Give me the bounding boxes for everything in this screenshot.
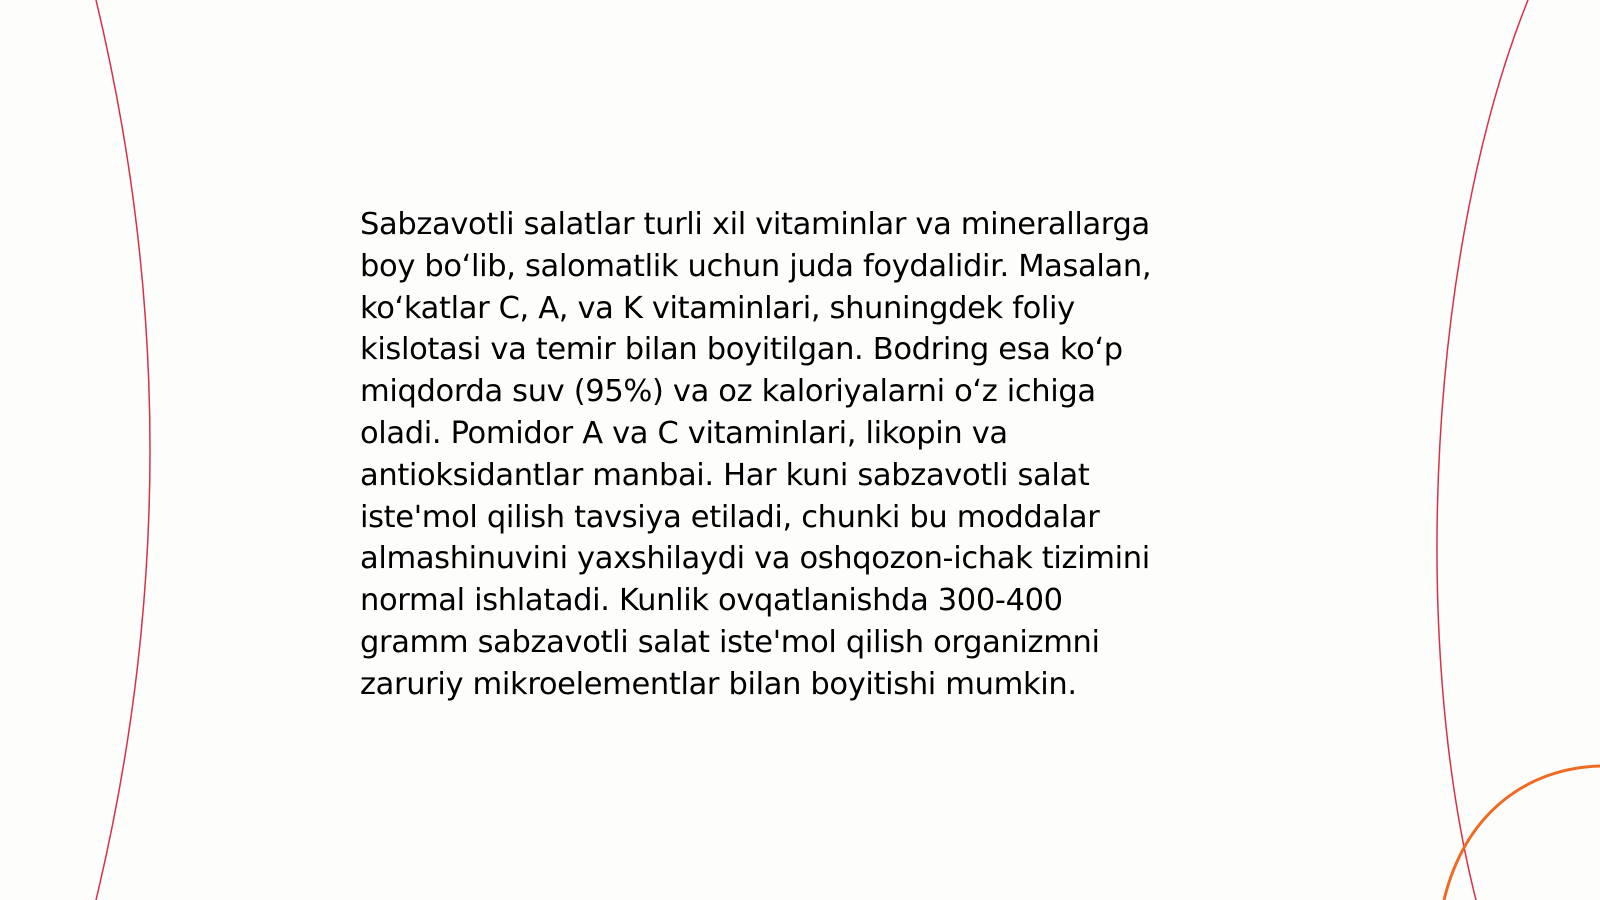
text-line: Sabzavotli salatlar turli xil vitaminlar va minerallarga [360, 207, 1150, 242]
text-line: boy bo‘lib, salomatlik uchun juda foydalidir. Masalan, [360, 248, 1152, 284]
slide-body-text [360, 204, 1240, 706]
text-line: almashinuvini yaxshilaydi va oshqozon-ichak tizimini [360, 541, 1150, 577]
text-line: gramm sabzavotli salat iste'mol qilish organizmni [360, 624, 1100, 660]
text-line: ko‘katlar C, A, va K vitaminlari, shuningdek foliy [360, 290, 1075, 326]
text-line: zaruriy mikroelementlar bilan boyitishi mumkin. [360, 666, 1077, 702]
text-line: normal ishlatadi. Kunlik ovqatlanishda 300-400 [360, 583, 1063, 619]
bottom-right-orange-arc [1444, 766, 1600, 900]
text-line: iste'mol qilish tavsiya etiladi, chunki bu moddalar [360, 499, 1100, 535]
text-line: antioksidantlar manbai. Har kuni sabzavotli salat [360, 457, 1090, 493]
left-red-curve [96, 0, 150, 900]
text-line: miqdorda suv (95%) va oz kaloriyalarni o‘z ichiga [360, 374, 1096, 410]
text-line: kislotasi va temir bilan boyitilgan. Bodring esa ko‘p [360, 332, 1123, 368]
right-red-curve [1437, 0, 1528, 900]
text-line: oladi. Pomidor A va C vitaminlari, likopin va [360, 415, 1008, 451]
